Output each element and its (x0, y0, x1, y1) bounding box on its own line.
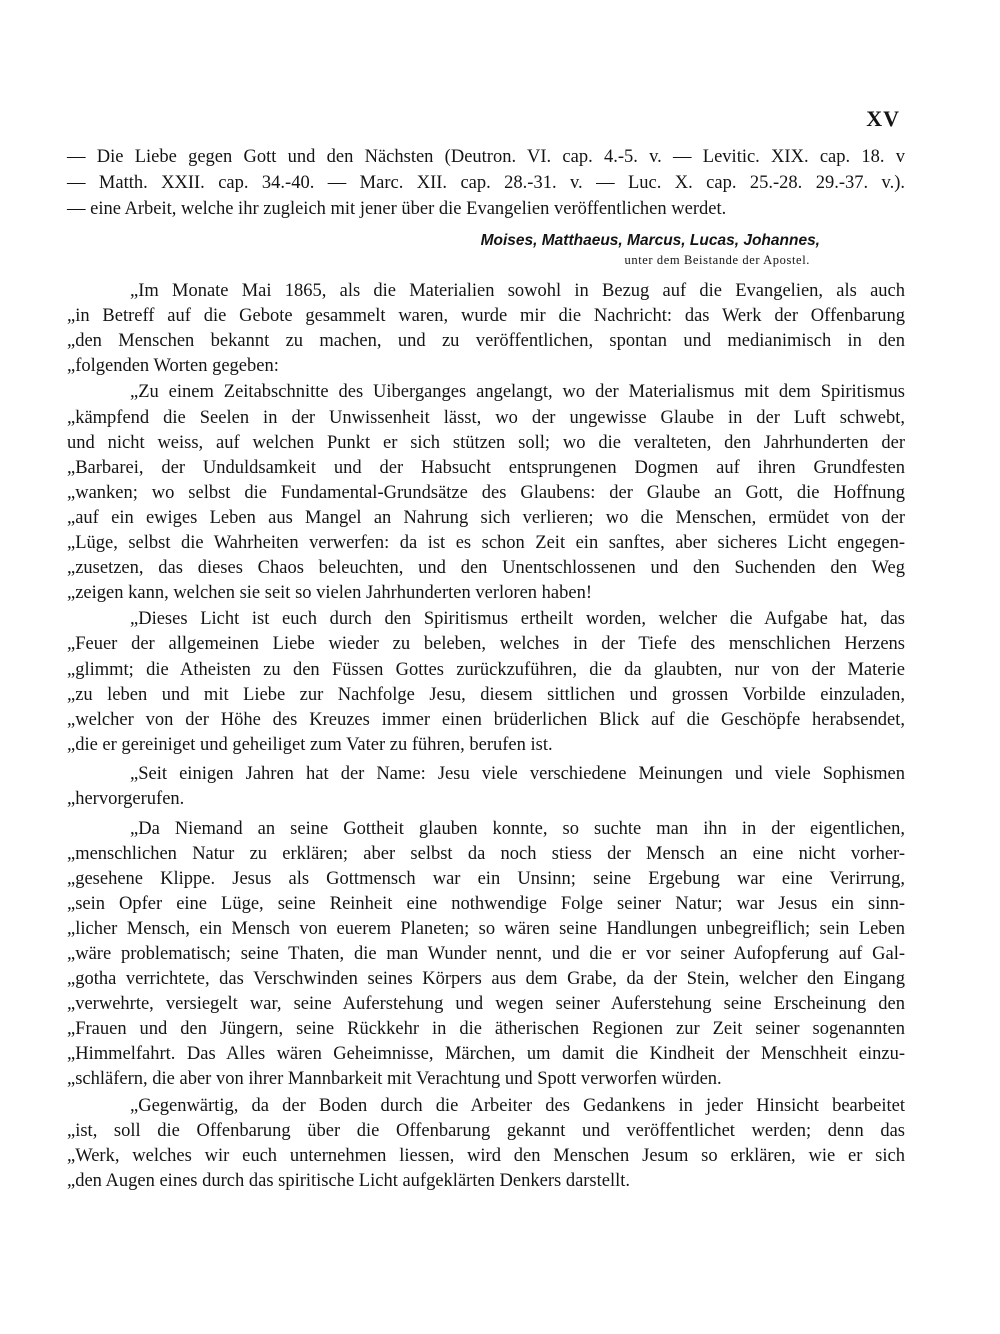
body-line: „zeigen kann, welchen sie seit so vielen Jahrhunderten verloren haben! (67, 583, 592, 603)
intro-line: — eine Arbeit, welche ihr zugleich mit jener über die Evangelien veröffentlichen werdet. (67, 199, 727, 219)
body-line: „Barbarei, der Unduldsamkeit und der Habsucht entsprungenen Dogmen auf ihren Grundfesten (67, 458, 905, 478)
body-line: „Feuer der allgemeinen Liebe wieder zu beleben, welches in der Tiefe des menschlichen Herzens (67, 634, 905, 654)
body-line: „Himmelfahrt. Das Alles wären Geheimnisse, Märchen, um damit die Kindheit der Menschheit einzu- (67, 1044, 905, 1064)
page-number: XV (866, 106, 900, 131)
body-line: „menschlichen Natur zu erklären; aber selbst da noch stiess der Mensch an eine nicht vorher- (67, 844, 905, 864)
body-line: „Lüge, selbst die Wahrheiten verwerfen: da ist es schon Zeit ein sanftes, aber sicheres Licht engegen- (67, 533, 905, 553)
signature: Moises, Matthaeus, Marcus, Lucas, Johannes, (480, 232, 820, 249)
body-line: „sein Opfer eine Lüge, seine Reinheit eine nothwendige Folge seiner Natur; war Jesus ein sinn- (67, 894, 905, 914)
body-line: „in Betreff auf die Gebote gesammelt waren, wurde mir die Nachricht: das Werk der Offenbarung (67, 306, 905, 326)
body-line: „zu leben und mit Liebe zur Nachfolge Jesu, diesem sittlichen und grossen Vorbilde einzuladen, (67, 685, 905, 705)
body-line: „den Augen eines durch das spiritische Licht aufgeklärten Denkers darstellt. (67, 1171, 631, 1191)
body-line: „Seit einigen Jahren hat der Name: Jesu viele verschiedene Meinungen und viele Sophismen (130, 764, 905, 784)
body-line: „gotha verrichtete, das Verschwinden seines Körpers aus dem Grabe, da der Stein, welcher den Eingang (67, 969, 905, 989)
body-line: „ist, soll die Offenbarung über die Offenbarung gekannt und veröffentlichet werden; denn das (67, 1121, 905, 1141)
body-line: „die er gereiniget und geheiliget zum Vater zu führen, berufen ist. (67, 735, 553, 755)
body-line: „hervorgerufen. (67, 789, 185, 809)
signature-subtitle: unter dem Beistande der Apostel. (624, 253, 810, 267)
body-line: „zusetzen, das dieses Chaos beleuchten, und den Unentschlossenen und den Suchenden den Weg (67, 558, 905, 578)
body-line: „licher Mensch, ein Mensch von euerem Planeten; so wären seine Handlungen unbegreiflich; sein Leben (67, 919, 905, 939)
body-line: „auf ein ewiges Leben aus Mangel an Nahrung sich verlieren; wo die Menschen, ermüdet von der (67, 508, 905, 528)
body-line: „Dieses Licht ist euch durch den Spiritismus ertheilt worden, welcher die Aufgabe hat, das (130, 609, 905, 629)
intro-line: — Die Liebe gegen Gott und den Nächsten (Deutron. VI. cap. 4.-5. v. — Levitic. XIX. cap. 18. v (67, 147, 905, 167)
body-line: „wanken; wo selbst die Fundamental-Grundsätze des Glaubens: der Glaube an Gott, die Hoffnung (67, 483, 905, 503)
body-line: und nicht weiss, auf welchen Punkt er sich stützen soll; wo die veralteten, den Jahrhunderten der (67, 433, 905, 453)
body-line: „Da Niemand an seine Gottheit glauben konnte, so suchte man ihn in der eigentlichen, (130, 819, 905, 839)
body-line: „wäre problematisch; seine Thaten, die man Wunder nennt, und die er vor seiner Aufopferung auf Gal- (67, 944, 905, 964)
body-line: „gesehene Klippe. Jesus als Gottmensch war ein Unsinn; seine Ergebung war eine Verirrung, (67, 869, 905, 889)
body-line: „Werk, welches wir euch unternehmen liessen, wird den Menschen Jesum so erklären, wie er sich (67, 1146, 905, 1166)
body-line: „kämpfend die Seelen in der Unwissenheit lässt, wo der ungewisse Glaube in der Luft schwebt, (67, 408, 905, 428)
body-line: „Frauen und den Jüngern, seine Rückkehr in die ätherischen Regionen zur Zeit seiner sogenannten (67, 1019, 905, 1039)
body-line: „den Menschen bekannt zu machen, und zu veröffentlichen, spontan und medianimisch in den (67, 331, 905, 351)
body-line: „Zu einem Zeitabschnitte des Uiberganges angelangt, wo der Materialismus mit dem Spiritismus (130, 382, 905, 402)
body-line: „folgenden Worten gegeben: (67, 356, 279, 376)
body-line: „Gegenwärtig, da der Boden durch die Arbeiter des Gedankens in jeder Hinsicht bearbeitet (130, 1096, 905, 1116)
body-line: „glimmt; die Atheisten zu den Füssen Gottes zurückzuführen, die da glaubten, nur von der Materie (67, 660, 905, 680)
body-line: „Im Monate Mai 1865, als die Materialien sowohl in Bezug auf die Evangelien, als auch (130, 281, 905, 301)
body-line: „verwehrte, versiegelt war, seine Auferstehung und wegen seiner Auferstehung seine Erscheinung den (67, 994, 905, 1014)
intro-line: — Matth. XXII. cap. 34.-40. — Marc. XII. cap. 28.-31. v. — Luc. X. cap. 25.-28. 29.-37. v.). (67, 173, 905, 193)
body-line: „schläfern, die aber von ihrer Mannbarkeit mit Verachtung und Spott verworfen würden. (67, 1069, 722, 1089)
body-line: „welcher von der Höhe des Kreuzes immer einen brüderlichen Blick auf die Geschöpfe herabsendet, (67, 710, 905, 730)
